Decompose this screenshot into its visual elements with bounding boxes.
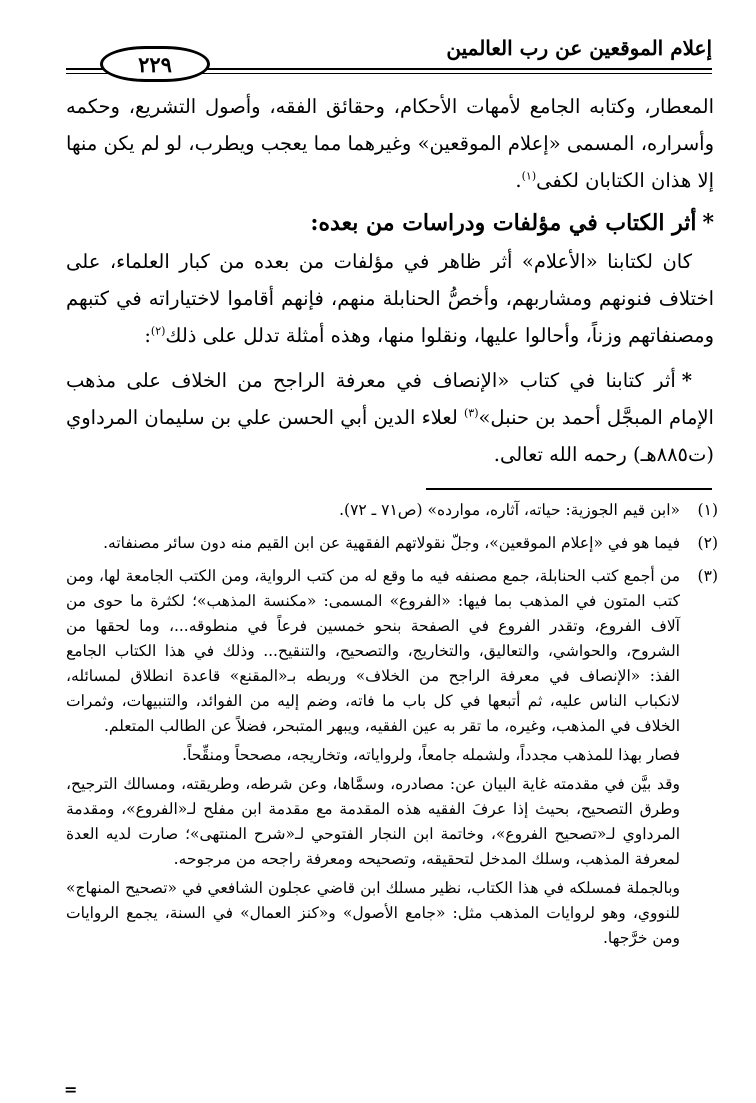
footnote-paragraph: من أجمع كتب الحنابلة، جمع مصنفه فيه ما وقع له من كتب الرواية، ومن الكتب الجامعة لها، ومن كتب المتون في المذهب بما فيها: «الفروع» المسمى: «مكنسة المذهب»؛ لكثرة ما حوى من آلاف الفروع، وتقدر الفروع في الصفحة بنحو خمسين فرعاً في منطوقه...، وما لحقها من الشروح، والحواشي، والتعاليق، والتخاريج، والتصحيح، والتنقيح... وذلك في هذا الكتاب الجامع الفذ: «الإنصاف في معرفة الراجح من الخلاف» وربطه بـ«المقنع» قاعدة انطلاق لمسائله، لانكباب الناس عليه، ثم أتبعها في كل باب ما فاته، وضم إليه من الفوائد، والتنبيهات، وثمرات الخلاف في المذهب، وغيره، ما تقر به عين الفقيه، ويبهر المتبحر، فضلاً عن الطالب المتعلم. [66,567,680,735]
footnote-separator [426,488,712,490]
footnote-number: (١) [697,501,718,519]
footnote-paragraph: فيما هو في «إعلام الموقعين»، وجلّ نقولاتهم الفقهية عن ابن القيم منه دون سائر مصنفاته. [103,534,680,552]
paragraph-3-text-b: لعلاء الدين أبي الحسن علي بن سليمان المرداوي (ت٨٨٥هـ) رحمه الله تعالى. [66,406,714,466]
footnote-3 [66,564,718,955]
page-header [66,30,712,80]
main-text [66,88,714,473]
footnotes [66,498,718,959]
footnote-number: (٣) [697,567,718,585]
footnote-ref-3: (٣) [463,406,479,420]
paragraph-3 [66,362,714,473]
paragraph-3-text-a: أثر كتابنا في كتاب «الإنصاف في معرفة الراجح من الخلاف على مذهب الإمام المبجَّل أحمد بن حنبل» [66,369,714,429]
paragraph-1-end: . [515,169,522,192]
footnote-paragraph: وقد بيَّن في مقدمته غاية البيان عن: مصادره، وسمَّاها، وعن شرطه، وطريقته، ومسالك الترجيح، وطرق التصحيح، بحيث إذا عرفَ الفقيه هذه المقدمة مع مقدمة ابن مفلح لـ«الفروع»، ومقدمة المرداوي لـ«تصحيح الفروع»، وخاتمة ابن النجار الفتوحي لـ«شرح المنتهى»؛ صارت لديه العدة لمعرفة المذهب، وسلك المدخل لتحقيقه، وتصحيحه ومعرفة راجحه من مرجوحه. [66,775,680,868]
paragraph-1 [66,88,714,199]
footnote-paragraph: فصار بهذا للمذهب مجدداً، ولشمله جامعاً، ولرواياته، وتخاريجه، مصححاً ومنقِّحاً. [182,746,680,764]
paragraph-star-icon: * [681,369,692,392]
heading-star-icon: * [702,210,714,236]
running-title: إعلام الموقعين عن رب العالمين [446,36,712,60]
paragraph-1-text: المعطار، وكتابه الجامع لأمهات الأحكام، وحقائق الفقه، وأصول التشريع، وحكمه وأسراره، المسمى «إعلام الموقعين» وغيرهما مما يعجب ويطرب، لو لم يكن منها إلا هذان الكتابان لكفى [66,95,714,192]
section-heading [66,203,714,243]
paragraph-2 [66,243,714,354]
section-heading-text: أثر الكتاب في مؤلفات ودراسات من بعده: [310,210,697,236]
paragraph-2-text: كان لكتابنا «الأعلام» أثر ظاهر في مؤلفات من بعده من كبار العلماء، على اختلاف فنونهم ومشاربهم، وأخصُّ الحنابلة منهم، فإنهم أقاموا لاختياراته في كتبهم ومصنفاتهم وزناً، وأحالوا عليها، ونقلوا منها، وهذه أمثلة تدلل على ذلك [66,250,714,347]
paragraph-2-end: : [144,324,151,347]
page-number: ٢٢٩ [100,46,210,82]
footnote-text [66,498,680,527]
footnote-text [66,564,680,955]
footnote-ref-1: (١) [521,169,537,183]
continued-mark: = [64,1080,78,1099]
footnote-text [66,531,680,560]
footnote-2 [66,531,718,560]
footnote-1 [66,498,718,527]
footnote-number: (٢) [697,534,718,552]
footnote-paragraph: وبالجملة فمسلكه في هذا الكتاب، نظير مسلك ابن قاضي عجلون الشافعي في «تصحيح المنهاج» للنووي، وهو لروايات المذهب مثل: «جامع الأصول» و«كنز العمال» في السنة، يجمع الروايات ومن خرَّجها. [66,879,680,947]
footnote-paragraph: «ابن قيم الجوزية: حياته، آثاره، موارده» (ص٧١ ـ ٧٢). [339,501,680,519]
footnote-ref-2: (٢) [150,324,166,338]
